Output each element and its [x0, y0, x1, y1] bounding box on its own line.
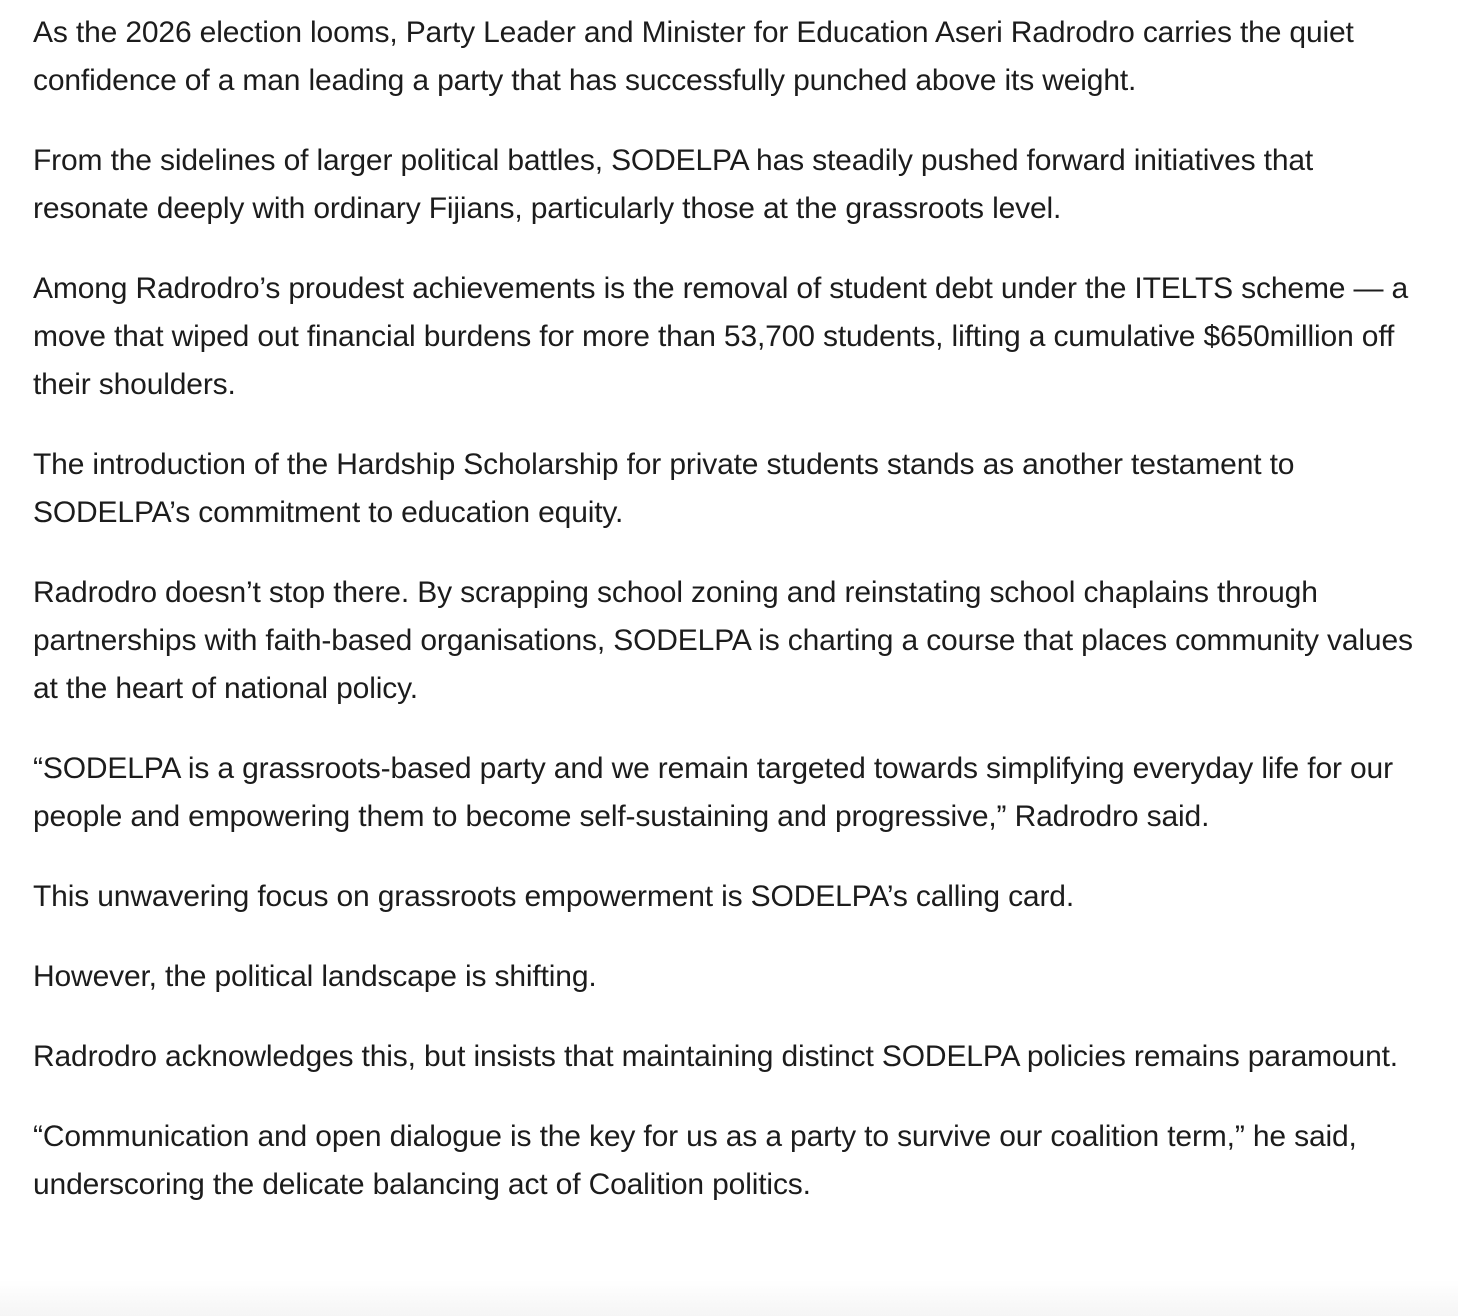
article-paragraph: This unwavering focus on grassroots empowerment is SODELPA’s calling card. — [33, 880, 1075, 913]
article-body — [33, 9, 1428, 1241]
article-paragraph: As the 2026 election looms, Party Leader and Minister for Education Aseri Radrodro carries the quiet confidence of a man leading a party that has successfully punched above its weight. — [33, 16, 1354, 97]
bottom-fade — [0, 1280, 1458, 1316]
article-paragraph: From the sidelines of larger political battles, SODELPA has steadily pushed forward initiatives that resonate deeply with ordinary Fijians, particularly those at the grassroots level. — [33, 144, 1314, 225]
article-paragraph: The introduction of the Hardship Scholarship for private students stands as another testament to SODELPA’s commitment to education equity. — [33, 448, 1295, 529]
article-paragraph: Radrodro doesn’t stop there. By scrapping school zoning and reinstating school chaplains through partnerships with faith-based organisations, SODELPA is charting a course that places community values at the heart of national policy. — [33, 576, 1413, 705]
article-paragraph: “SODELPA is a grassroots-based party and we remain targeted towards simplifying everyday life for our people and empowering them to become self-sustaining and progressive,” Radrodro said. — [33, 752, 1393, 833]
article-paragraph: Radrodro acknowledges this, but insists that maintaining distinct SODELPA policies remains paramount. — [33, 1040, 1398, 1073]
article-paragraph: “Communication and open dialogue is the key for us as a party to survive our coalition term,” he said, underscoring the delicate balancing act of Coalition politics. — [33, 1120, 1357, 1201]
article-paragraph: Among Radrodro’s proudest achievements is the removal of student debt under the ITELTS scheme — a move that wiped out financial burdens for more than 53,700 students, lifting a cumulative $650million off their shoulders. — [33, 272, 1409, 401]
article-paragraph: However, the political landscape is shifting. — [33, 960, 597, 993]
